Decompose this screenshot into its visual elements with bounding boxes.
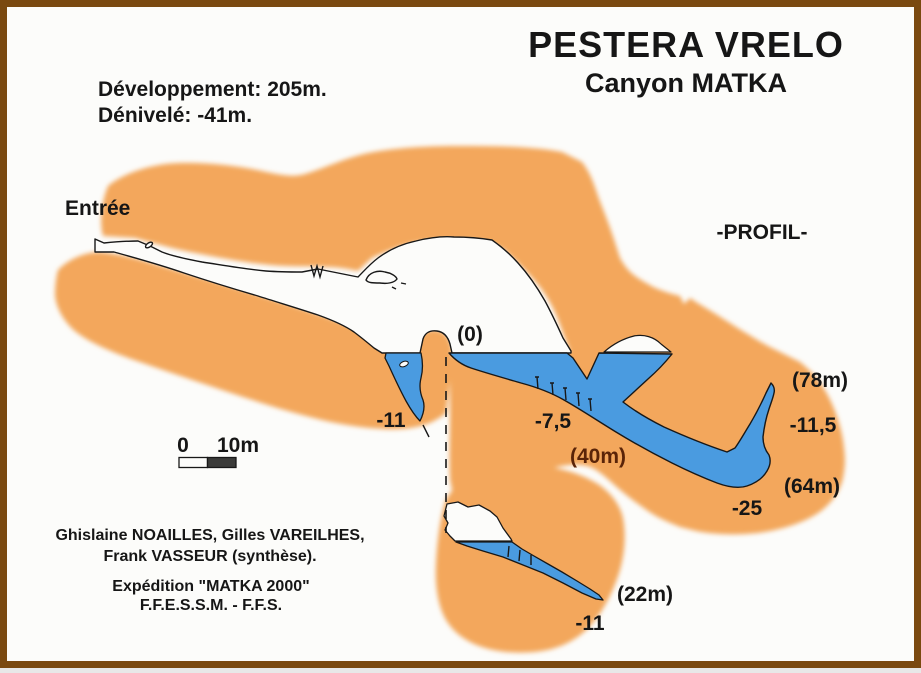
scale-ten-label: 10m (216, 434, 260, 457)
page-subtitle: Canyon MATKA (585, 68, 787, 98)
annotation-deep-point: -25 (731, 497, 763, 520)
stat-denivele: Dénivelé: -41m. (98, 104, 253, 127)
credit-authors-line1: Ghislaine NOAILLES, Gilles VAREILHES, (55, 527, 365, 544)
page-title: PESTERA VRELO (528, 24, 844, 65)
annotation-distance-40: (40m) (569, 445, 627, 468)
annotation-surface-zero: (0) (457, 323, 483, 346)
annotation-distance-78: (78m) (791, 369, 849, 392)
credit-expedition: Expédition "MATKA 2000" (112, 578, 310, 595)
annotation-sump-distance: (22m) (616, 583, 674, 606)
profile-view-label: -PROFIL- (716, 221, 808, 244)
stat-development: Développement: 205m. (98, 78, 327, 101)
annotation-terminal-depth: -11,5 (789, 414, 837, 437)
credit-authors-line2: Frank VASSEUR (synthèse). (103, 548, 317, 565)
scale-bar (177, 434, 259, 468)
scale-zero-label: 0 (177, 434, 189, 457)
entrance-label: Entrée (65, 197, 131, 220)
annotation-sump-depth: -11 (575, 612, 605, 635)
credits-block (55, 527, 364, 614)
annotation-mid-depth: -7,5 (534, 410, 572, 433)
credit-federations: F.F.E.S.S.M. - F.F.S. (139, 597, 283, 614)
annotation-left-shaft-depth: -11 (376, 409, 406, 432)
shaft-tail-mark (423, 425, 429, 437)
annotation-distance-64: (64m) (783, 475, 841, 498)
